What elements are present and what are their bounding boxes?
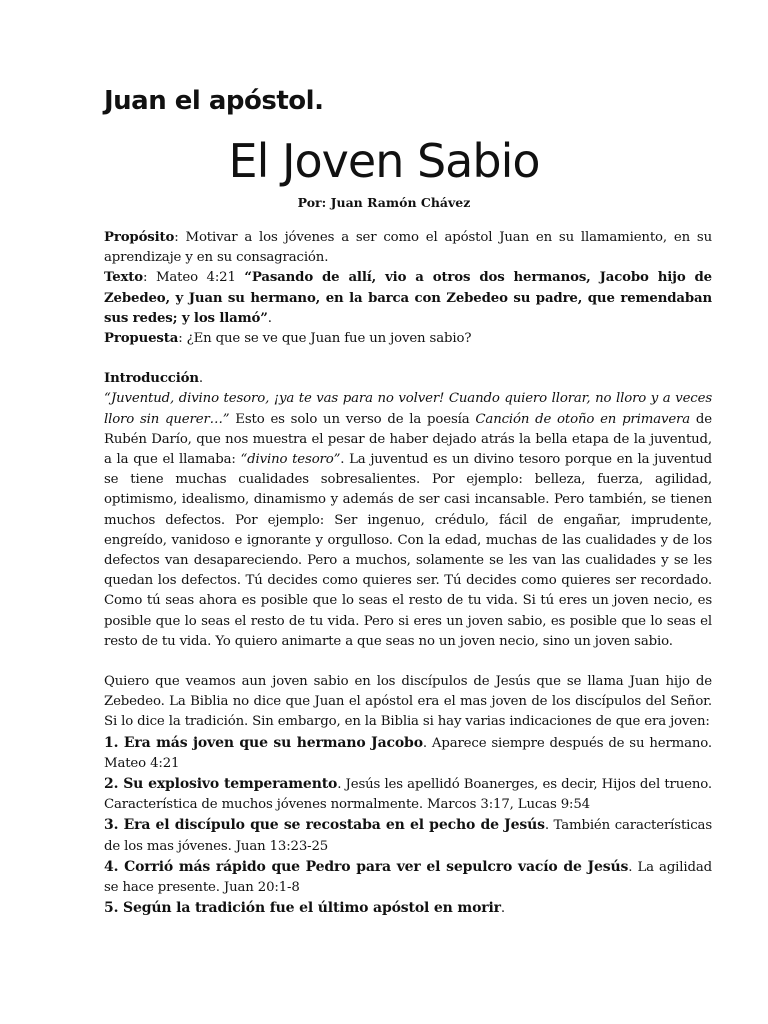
point-1-text: . Aparece siempre después de su hermano. Mateo 4:21 — [104, 735, 713, 771]
spacer — [104, 652, 712, 672]
pre-title: Juan el apóstol. — [104, 86, 324, 116]
propuesta-line — [104, 329, 712, 349]
proposito-label: Propósito — [104, 230, 175, 245]
point-1-title: 1. Era más joven que su hermano Jacobo — [104, 734, 423, 751]
introduccion-quote: “divino tesoro” — [240, 452, 341, 468]
texto-label: Texto — [104, 270, 144, 286]
point-2-title: 2. Su explosivo temperamento — [104, 776, 338, 793]
point-5-text: . — [500, 901, 505, 917]
introduccion-heading-text: Introducción — [104, 371, 199, 387]
point-4-title: 4. Corrió más rápido que Pedro para ver el sepulcro vacío de Jesús — [104, 858, 629, 875]
proposito-text: : Motivar a los jóvenes a ser como el apóstol Juan en su llamamiento, en su aprendizaje y en su consagración. — [104, 230, 712, 266]
texto-line — [104, 268, 712, 329]
list-item — [104, 774, 712, 815]
point-5-title: 5. Según la tradición fue el último apóstol en morir — [104, 900, 501, 917]
propuesta-text: : ¿En que se ve que Juan fue un joven sabio? — [178, 331, 472, 347]
list-item — [104, 733, 712, 774]
author-line: Por: Juan Ramón Chávez — [297, 195, 471, 210]
list-item — [104, 857, 712, 898]
document-body — [104, 228, 712, 920]
spacer — [104, 349, 712, 369]
point-3-text: . También características de los mas jóvenes. Juan 13:23-25 — [104, 818, 712, 854]
texto-reference: : Mateo 4:21 — [143, 270, 245, 286]
proposito-line — [104, 228, 712, 268]
introduccion-heading-end: . — [198, 371, 203, 387]
propuesta-label: Propuesta — [104, 331, 179, 347]
body-paragraph: Quiero que veamos aun joven sabio en los discípulos de Jesús que se llama Juan hijo de Zebedeo. La Biblia no dice que Juan el apóstol era el mas joven de los discípulos del Señor. Si lo dice la tradición. Sin embargo, en la Biblia si hay varias indicaciones de que era joven: — [104, 674, 712, 730]
introduccion-paragraph — [104, 389, 712, 652]
point-4-text: . La agilidad se hace presente. Juan 20:1-8 — [104, 859, 712, 896]
introduccion-text-2: de Rubén Darío, que nos muestra el pesar de haber dejado atrás la bella etapa de la juventud, a la que el llamaba: — [104, 411, 712, 468]
texto-quote: “Pasando de allí, vio a otros dos hermanos, Jacobo hijo de Zebedeo, y Juan su hermano, en la barca con Zebedeo su padre, que remendaban sus redes; y los llamó” — [104, 270, 712, 326]
introduccion-verse: “Juventud, divino tesoro, ¡ya te vas para no volver! Cuando quiero llorar, no lloro y a veces lloro sin querer…” — [104, 391, 712, 427]
introduccion-text-1: Esto es solo un verso de la poesía — [229, 411, 476, 427]
list-item — [104, 815, 712, 856]
texto-end: . — [267, 310, 272, 326]
introduccion-heading — [104, 369, 712, 389]
page-title: El Joven Sabio — [228, 134, 540, 188]
point-2-text: . Jesús les apellidó Boanerges, es decir, Hijos del trueno. Característica de muchos jóvenes normalmente. Marcos 3:17, Lucas 9:54 — [104, 777, 713, 813]
poem-title: Canción de otoño en primavera — [475, 411, 691, 427]
list-item — [104, 898, 712, 919]
point-3-title: 3. Era el discípulo que se recostaba en el pecho de Jesús — [104, 817, 545, 834]
introduccion-text-3: . La juventud es un divino tesoro porque en la juventud se tiene muchas cualidades sobresalientes. Por ejemplo: belleza, fuerza, agilidad, optimismo, idealismo, dinamismo y además de ser casi incansable. Pero también, se tienen muchos defectos. Por ejemplo: Ser ingenuo, crédulo, fácil de engañar, imprudente, engreído, vanidoso e ignorante y orgulloso. Con la edad, muchas de las cualidades y de los defectos van desapareciendo. Pero a muchos, solamente se les van las cualidades y se les quedan los defectos. Tú decides como quieres ser. Tú decides como quieres ser recordado. Como tú seas ahora es posible que lo seas el resto de tu vida. Si tú eres un joven necio, es posible que lo seas el resto de tu vida. Pero si eres un joven sabio, es posible que lo seas el resto de tu vida. Yo quiero animarte a que seas no un joven necio, sino un joven sabio. — [104, 452, 713, 649]
